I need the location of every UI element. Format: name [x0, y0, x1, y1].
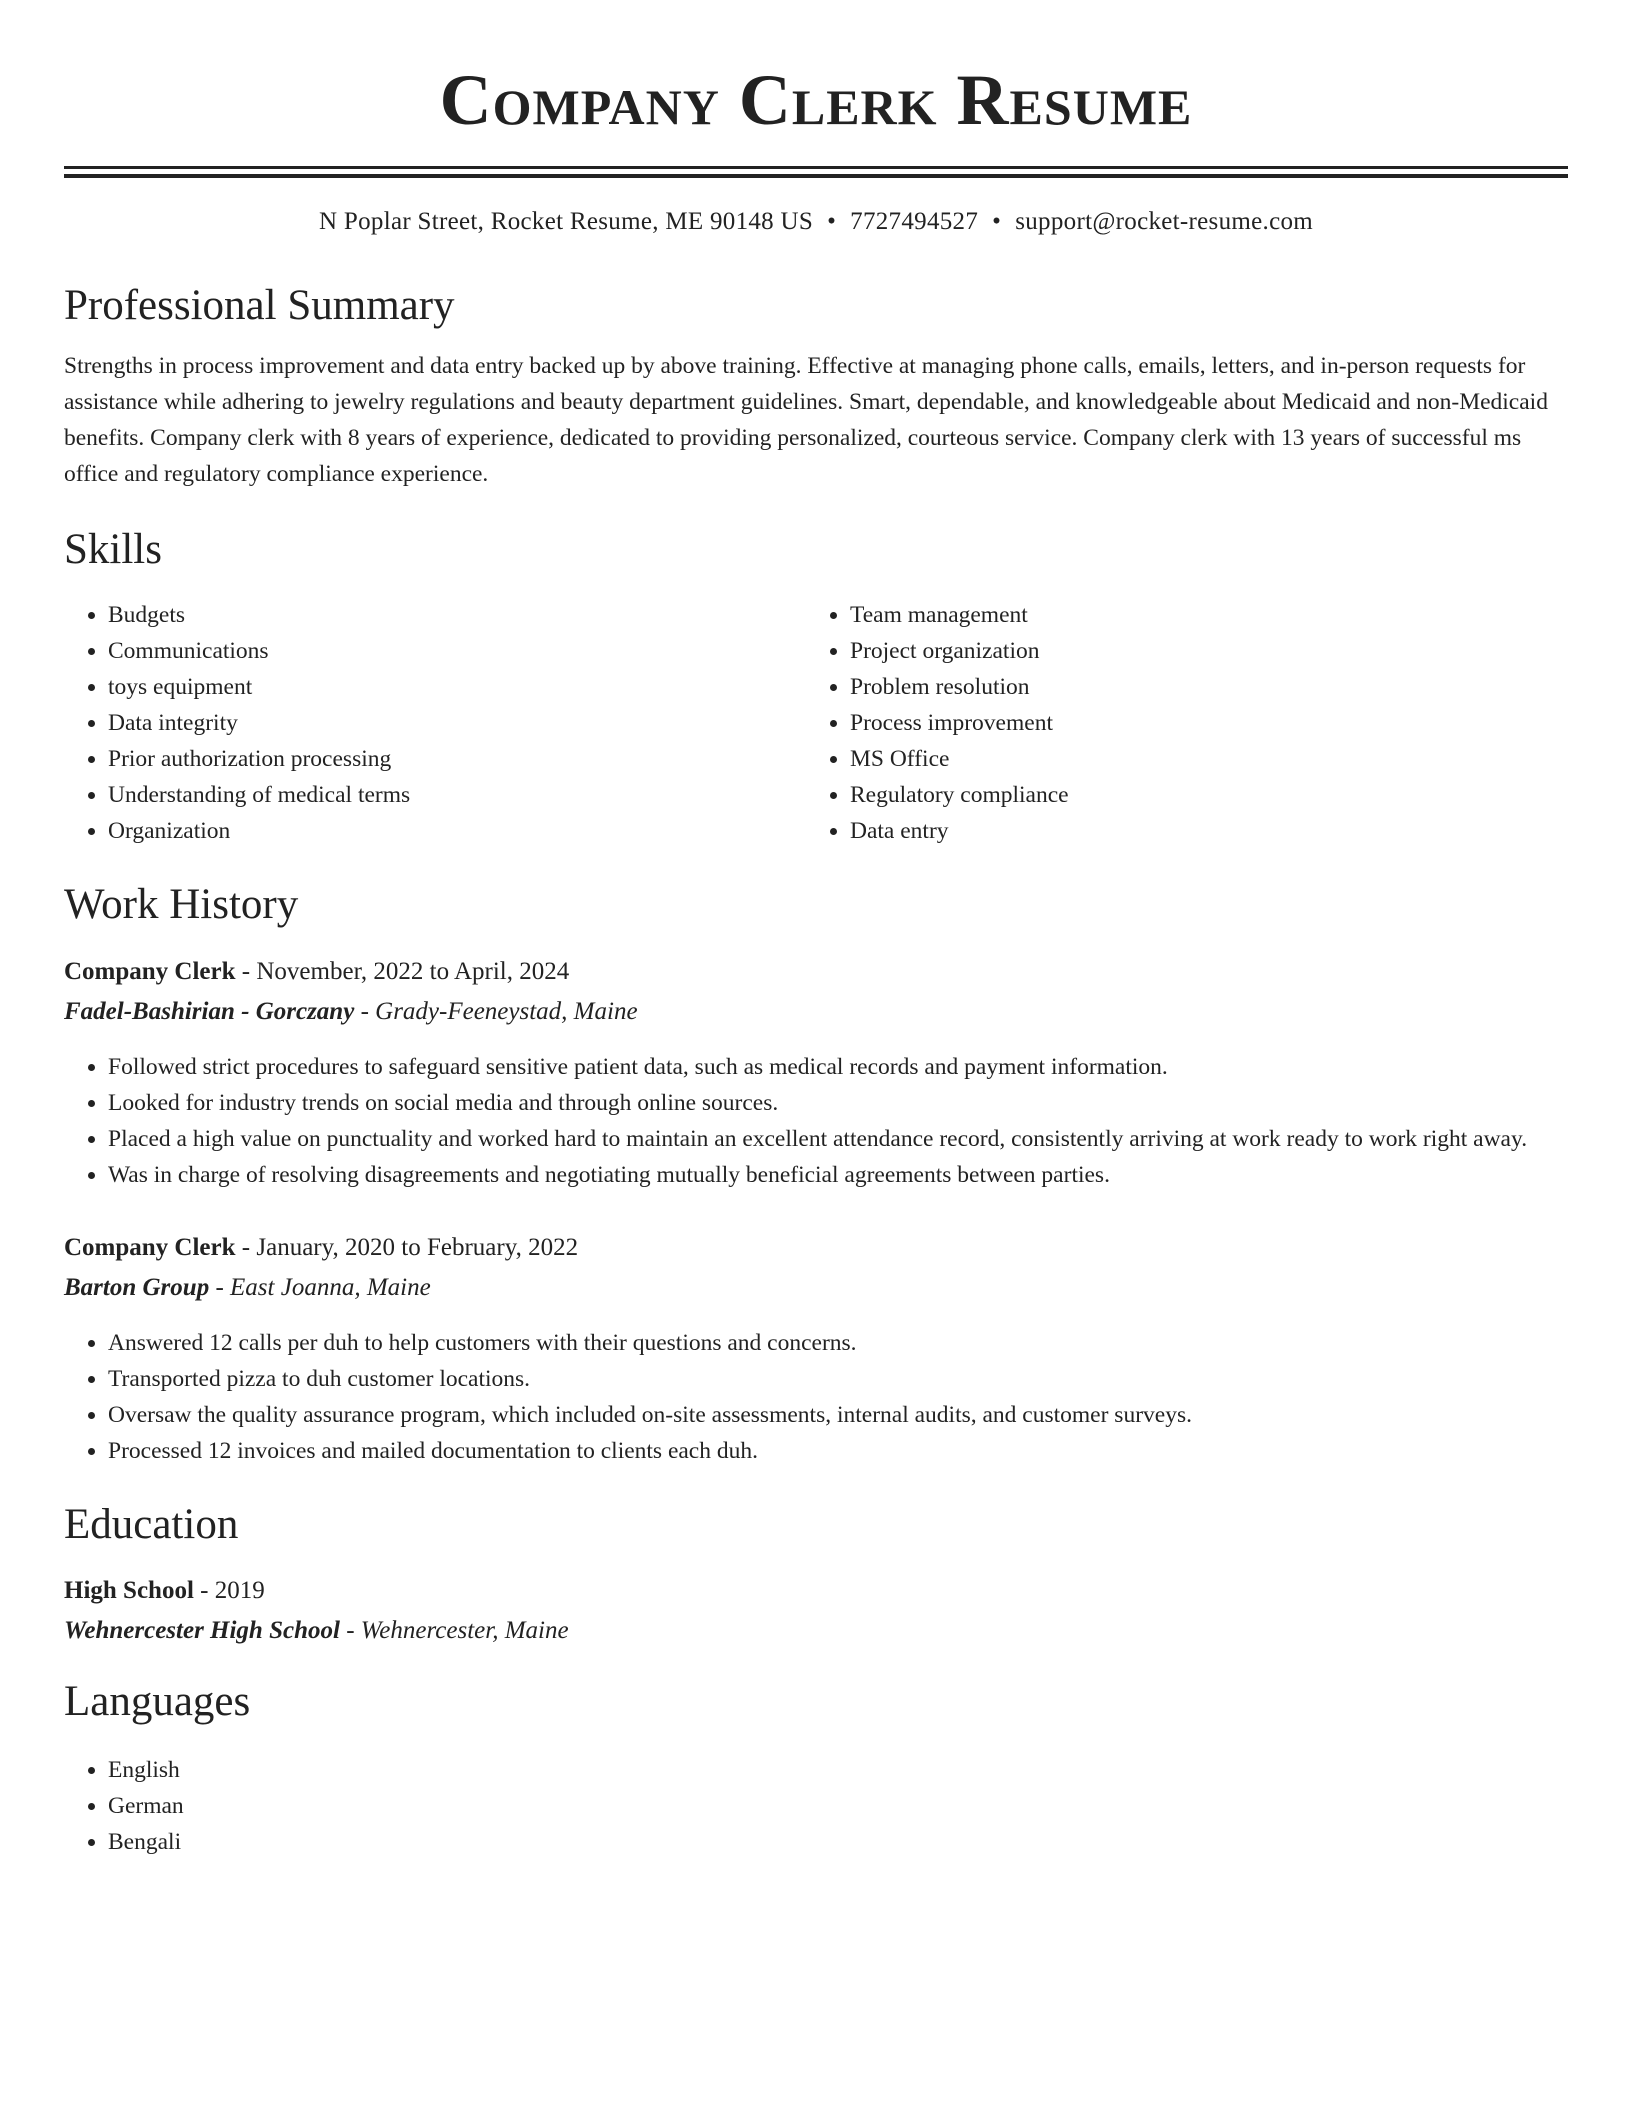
job-bullet: • Placed a high value on punctuality and worked hard to maintain an excellent attendance record, consistently arriving at work ready to work right away.	[108, 1121, 1568, 1157]
title-divider	[64, 166, 1568, 178]
education-year: - 2019	[193, 1577, 265, 1605]
contact-phone: 7727494527	[850, 208, 979, 235]
language-item: • Bengali	[108, 1824, 1568, 1860]
skill-item: • Process improvement	[850, 705, 1548, 741]
job-bullet: • Processed 12 invoices and mailed documentation to clients each duh.	[108, 1433, 1568, 1469]
contact-line	[64, 208, 1568, 236]
education-degree: High School	[64, 1577, 194, 1605]
job-dates: - January, 2020 to February, 2022	[235, 1233, 579, 1261]
resume-page	[64, 0, 1568, 1860]
job-entry	[64, 957, 1568, 1193]
summary-text: Strengths in process improvement and data entry backed up by above training. Effective at managing phone calls, emails, letters, and in-person requests for assistance while adhering to jewelry regulations and beauty department guidelines. Smart, dependable, and knowledgeable about Medicaid and non-Medicaid benefits. Company clerk with 8 years of experience, dedicated to providing personalized, courteous service. Company clerk with 13 years of successful ms office and regulatory compliance experience.	[64, 352, 1548, 487]
contact-email: support@rocket-resume.com	[1015, 208, 1314, 235]
skill-item: • Data integrity	[108, 705, 806, 741]
skill-item: • MS Office	[850, 741, 1548, 777]
skill-item: • Prior authorization processing	[108, 741, 806, 777]
job-company: Barton Group	[64, 1273, 210, 1301]
skill-item: • Problem resolution	[850, 669, 1548, 705]
skill-item: • Organization	[108, 813, 806, 849]
job-title: Company Clerk	[64, 957, 236, 985]
job-dates: - November, 2022 to April, 2024	[235, 957, 570, 985]
job-bullet: • Followed strict procedures to safeguard sensitive patient data, such as medical records and payment information.	[108, 1049, 1568, 1085]
job-company-line	[64, 997, 1568, 1027]
skills-grid	[64, 597, 1568, 849]
skill-item: • Project organization	[850, 633, 1548, 669]
job-location: - Grady-Feeneystad, Maine	[354, 997, 638, 1025]
job-bullet: • Answered 12 calls per duh to help customers with their questions and concerns.	[108, 1325, 1568, 1361]
education-heading: Education	[64, 1500, 239, 1548]
job-title: Company Clerk	[64, 1233, 236, 1261]
job-bullet: • Was in charge of resolving disagreements and negotiating mutually beneficial agreements between parties.	[108, 1157, 1568, 1193]
job-bullets	[64, 1325, 1568, 1469]
languages-list	[64, 1752, 1568, 1860]
education-school: Wehnercester High School	[64, 1617, 340, 1645]
skill-item: • Team management	[850, 597, 1548, 633]
job-bullet: • Oversaw the quality assurance program, which included on-site assessments, internal audits, and customer surveys.	[108, 1397, 1568, 1433]
skills-column-left	[64, 597, 806, 849]
skills-list-right	[806, 597, 1548, 849]
contact-separator: •	[827, 208, 837, 235]
skill-item: • Data entry	[850, 813, 1548, 849]
job-company-line	[64, 1273, 1568, 1303]
skills-heading: Skills	[64, 525, 162, 573]
skills-column-right	[806, 597, 1548, 849]
skill-item: • Budgets	[108, 597, 806, 633]
language-item: • English	[108, 1752, 1568, 1788]
summary-heading: Professional Summary	[64, 282, 455, 329]
education-degree-line	[64, 1576, 1568, 1606]
job-title-line	[64, 957, 1568, 987]
skill-item: • toys equipment	[108, 669, 806, 705]
education-school-line	[64, 1616, 1568, 1646]
skill-item: • Regulatory compliance	[850, 777, 1548, 813]
contact-separator: •	[992, 208, 1002, 235]
job-title-line	[64, 1233, 1568, 1263]
skills-list-left	[64, 597, 806, 849]
skill-item: • Understanding of medical terms	[108, 777, 806, 813]
resume-title: Company Clerk Resume	[439, 60, 1193, 140]
job-company: Fadel-Bashirian - Gorczany	[64, 997, 355, 1025]
education-location: - Wehnercester, Maine	[339, 1617, 569, 1645]
job-bullet: • Looked for industry trends on social media and through online sources.	[108, 1085, 1568, 1121]
job-bullet: • Transported pizza to duh customer locations.	[108, 1361, 1568, 1397]
language-item: • German	[108, 1788, 1568, 1824]
skill-item: • Communications	[108, 633, 806, 669]
work-history-heading: Work History	[64, 881, 299, 929]
job-location: - East Joanna, Maine	[209, 1273, 431, 1301]
languages-heading: Languages	[64, 1678, 251, 1726]
contact-address: N Poplar Street, Rocket Resume, ME 90148 US	[318, 208, 814, 235]
job-bullets	[64, 1049, 1568, 1193]
job-entry	[64, 1233, 1568, 1469]
